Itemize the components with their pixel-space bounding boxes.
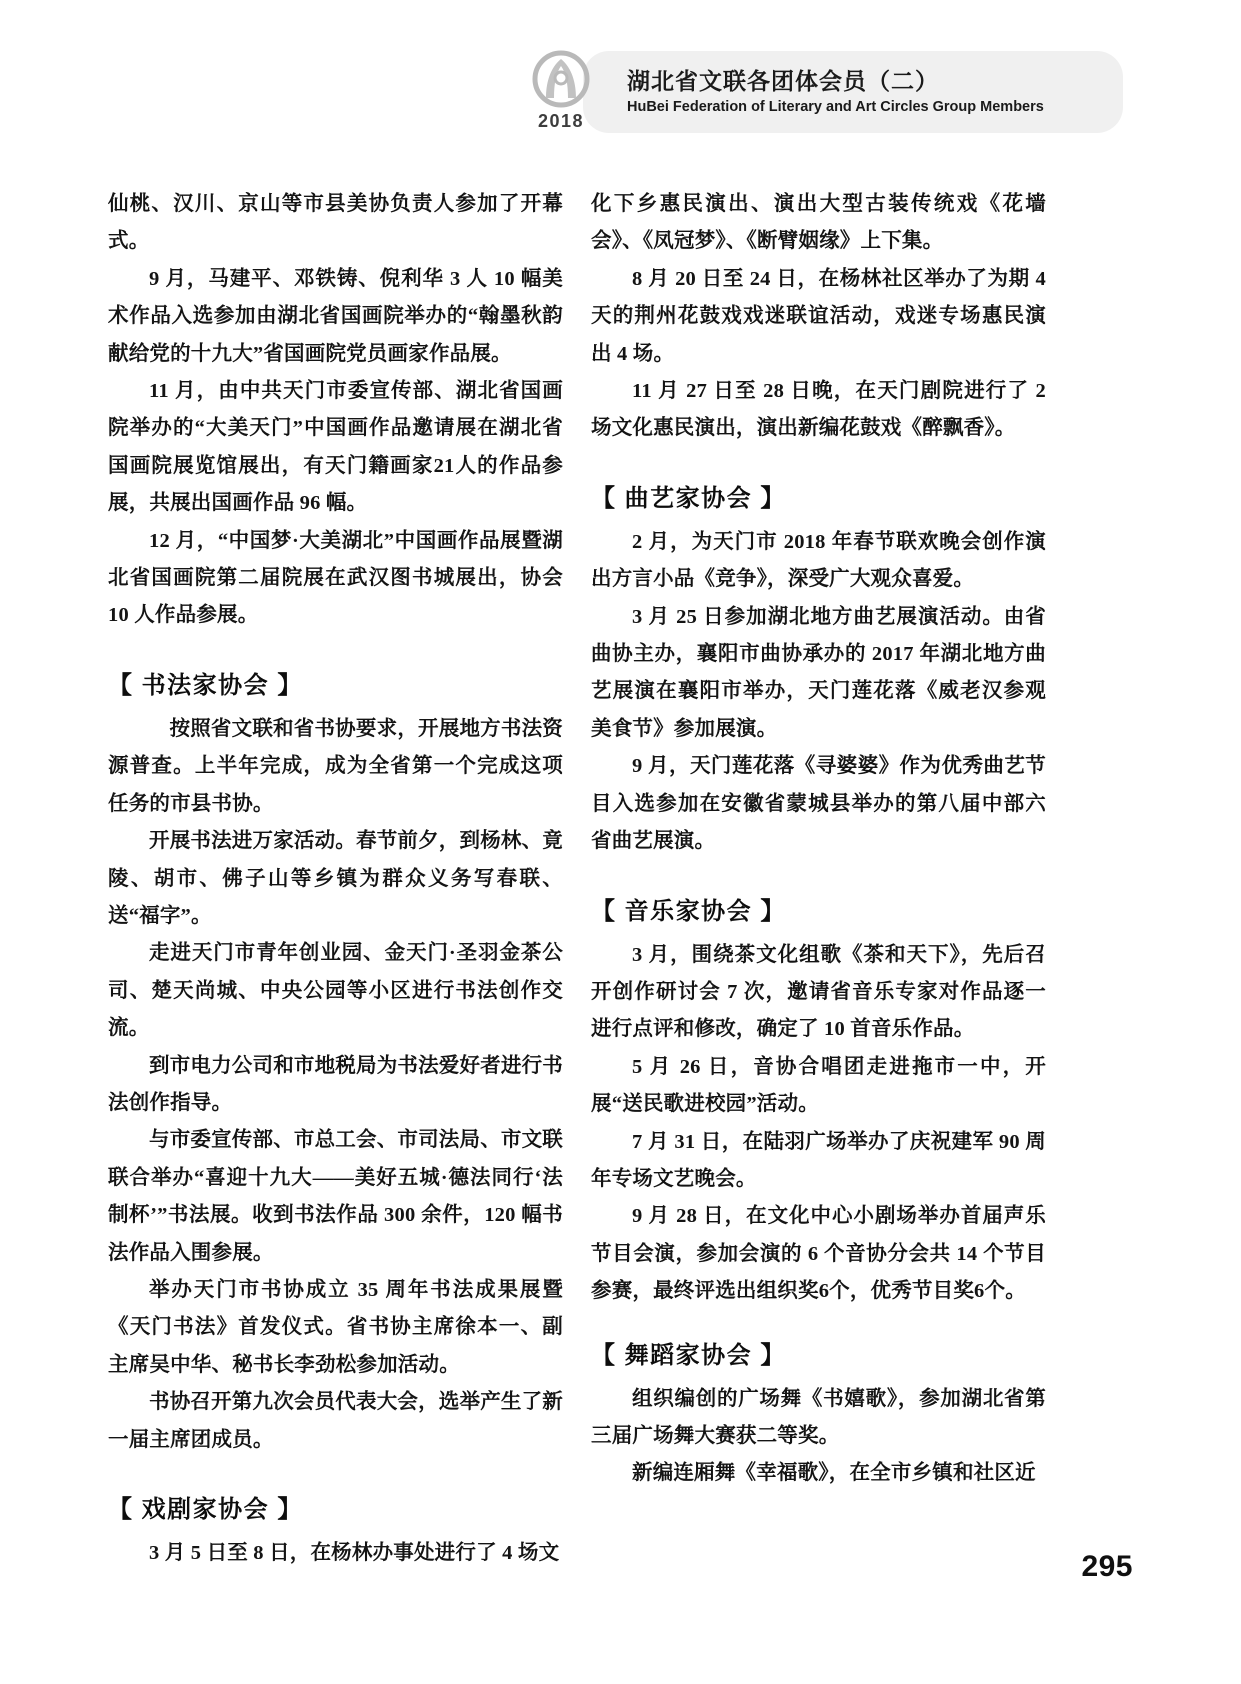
paragraph: 3 月 5 日至 8 日，在杨林办事处进行了 4 场文 (149, 1542, 560, 1564)
hubei-federation-emblem-icon (529, 50, 593, 110)
section-heading-music: 【 音乐家协会 】 (591, 897, 786, 925)
paragraph: 9 月 28 日，在文化中心小剧场举办首届声乐节目会演，参加会演的 6 个音协分会共 14 个节目参赛，最终评选出组织奖6个，优秀节目奖6个。 (591, 1205, 1046, 1303)
paragraph: 9 月，天门莲花落《寻婆婆》作为优秀曲艺节目入选参加在安徽省蒙城县举办的第八届中部六省曲艺展演。 (591, 755, 1046, 853)
paragraph: 11 月，由中共天门市委宣传部、湖北省国画院举办的“大美天门”中国画作品邀请展在湖北省国画院展览馆展出，有天门籍画家21人的作品参展，共展出国画作品 96 幅。 (108, 380, 563, 515)
publication-logo (513, 44, 609, 140)
paragraph: 9 月，马建平、邓铁铸、倪利华 3 人 10 幅美术作品入选参加由湖北省国画院举办的“翰墨秋韵献给党的十九大”省国画院党员画家作品展。 (108, 267, 563, 365)
paragraph: 8 月 20 日至 24 日，在杨林社区举办了为期 4 天的荆州花鼓戏戏迷联谊活动，戏迷专场惠民演出 4 场。 (591, 267, 1046, 365)
paragraph: 新编连厢舞《幸福歌》，在全市乡镇和社区近 (632, 1462, 1036, 1485)
paragraph: 5 月 26 日，音协合唱团走进拖市一中，开展“送民歌进校园”活动。 (591, 1055, 1046, 1116)
right-column (591, 186, 1046, 1485)
running-header-inner (513, 44, 1123, 140)
header-title-plate (583, 51, 1123, 133)
page-number: 295 (1081, 1550, 1133, 1583)
running-header (0, 44, 1241, 140)
paragraph: 3 月 25 日参加湖北地方曲艺展演活动。由省曲协主办，襄阳市曲协承办的 2017 年湖北地方曲艺展演在襄阳市举办，天门莲花落《威老汉参观美食节》参加展演。 (591, 605, 1046, 740)
paragraph: 按照省文联和省书协要求，开展地方书法资源普查。上半年完成，成为全省第一个完成这项任务的市县书协。 (108, 717, 563, 815)
left-column (108, 186, 563, 1564)
paragraph: 化下乡惠民演出、演出大型古装传统戏《花墙会》、《凤冠梦》、《断臂姻缘》上下集。 (591, 193, 1046, 253)
paragraph: 与市委宣传部、市总工会、市司法局、市文联联合举办“喜迎十九大——美好五城·德法同行‘法制杯’”书法展。收到书法作品 300 余件，120 幅书法作品入围参展。 (108, 1129, 563, 1264)
paragraph: 到市电力公司和市地税局为书法爱好者进行书法创作指导。 (108, 1054, 563, 1114)
section-heading-drama: 【 戏剧家协会 】 (108, 1496, 303, 1523)
paragraph: 2 月，为天门市 2018 年春节联欢晚会创作演出方言小品《竞争》，深受广大观众喜爱。 (591, 530, 1046, 591)
paragraph: 3 月，围绕茶文化组歌《茶和天下》，先后召开创作研讨会 7 次，邀请省音乐专家对作品逐一进行点评和修改，确定了 10 首音乐作品。 (591, 943, 1046, 1041)
paragraph: 书协召开第九次会员代表大会，选举产生了新一届主席团成员。 (108, 1391, 563, 1451)
section-heading-quyi: 【 曲艺家协会 】 (591, 484, 786, 512)
paragraph: 7 月 31 日，在陆羽广场举办了庆祝建军 90 周年专场文艺晚会。 (591, 1130, 1046, 1190)
paragraph: 开展书法进万家活动。春节前夕，到杨林、竟陵、胡市、佛子山等乡镇为群众义务写春联、送“福字”。 (108, 830, 563, 927)
section-heading-dance: 【 舞蹈家协会 】 (591, 1341, 786, 1369)
header-title-english: HuBei Federation of Literary and Art Circles Group Members (627, 99, 1044, 116)
paragraph: 组织编创的广场舞《书嬉歌》，参加湖北省第三届广场舞大赛获二等奖。 (591, 1387, 1046, 1447)
paragraph: 11 月 27 日至 28 日晚，在天门剧院进行了 2 场文化惠民演出，演出新编花鼓戏《醉飘香》。 (591, 380, 1046, 440)
paragraph: 走进天门市青年创业园、金天门·圣羽金茶公司、楚天尚城、中央公园等小区进行书法创作交流。 (108, 942, 563, 1040)
header-title-chinese: 湖北省文联各团体会员（二） (627, 68, 939, 95)
paragraph: 仙桃、汉川、京山等市县美协负责人参加了开幕式。 (108, 193, 563, 253)
logo-year-label: 2018 (537, 111, 585, 131)
paragraph: 举办天门市书协成立 35 周年书法成果展暨《天门书法》首发仪式。省书协主席徐本一、副主席吴中华、秘书长李劲松参加活动。 (108, 1278, 563, 1376)
section-heading-calligraphy: 【 书法家协会 】 (108, 671, 303, 699)
body-columns (0, 186, 1241, 1564)
paragraph: 12 月，“中国梦·大美湖北”中国画作品展暨湖北省国画院第二届院展在武汉图书城展出，协会 10 人作品参展。 (108, 529, 563, 627)
